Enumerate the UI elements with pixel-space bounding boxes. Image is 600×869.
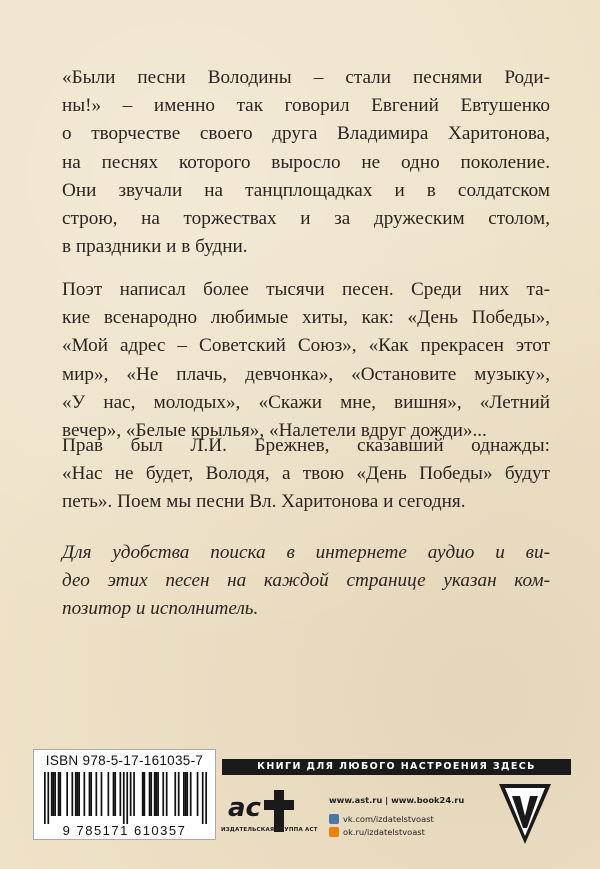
barcode-bar [144,772,146,816]
barcode-bar [77,772,79,816]
vk-link-text: vk.com/izdatelstvoast [343,814,434,824]
barcode-bar [142,772,144,816]
barcode-bar [154,772,156,816]
text-line: део этих песен на каждой странице указан ком- [62,570,550,592]
text-line: в праздники и в будни. [62,236,248,258]
barcode-bar [178,772,180,816]
barcode-bar [83,772,85,816]
text-line: петь». Поем мы песни Вл. Харитонова и сегодня. [62,491,466,513]
barcode-bar [47,772,49,824]
barcode-digits: 9 785171 610357 [62,823,187,838]
barcode-bar [156,772,158,816]
barcode-bar [101,772,103,816]
tagline-strip: КНИГИ ДЛЯ ЛЮБОГО НАСТРОЕНИЯ ЗДЕСЬ [222,759,571,775]
barcode-bar [150,772,152,816]
barcode-bar [183,772,185,816]
barcode-bar [197,772,199,816]
barcode-bar [58,772,60,816]
barcode-bar [78,772,80,816]
barcode-bar [90,772,92,816]
barcode-bar [107,772,109,816]
text-line: вечер», «Белые крылья», «Налетели вдруг дожди»... [62,420,487,442]
text-line: мир», «Не плачь, девчонка», «Остановите музыку», [62,363,550,385]
text-line: строю, на торжествах и за дружеским столом, [62,208,550,230]
ast-logo [222,782,312,842]
barcode-bars [44,772,207,824]
text-line: позитор и исполнитель. [62,598,259,620]
barcode-bar [71,772,73,816]
barcode-bar [149,772,151,816]
text-line: Они звучали на танцплощадках и в солдатском [62,179,550,201]
text-line: ны!» – именно так говорил Евгений Евтушенко [62,95,550,117]
vk-icon [329,814,339,824]
barcode-bar [202,772,204,824]
barcode-bar [205,772,207,824]
publisher-caption: ИЗДАТЕЛЬСКАЯ ГРУППА АСТ [221,827,318,833]
barcode-bar [133,772,135,816]
svg-text:ac: ac [228,793,261,823]
text-line: Прав был Л.И. Брежнев, сказавший однажды: [62,435,550,456]
text-line: «Были песни Володины – стали песнями Роди- [62,67,550,88]
barcode-bar [59,772,61,816]
barcode-bar [44,772,46,824]
text-line: «Нас не будет, Володя, а твою «День Победы» будут [62,463,550,485]
barcode-bar [114,772,116,816]
barcode-bar [119,772,121,816]
intro-paragraph [62,64,550,261]
barcode-bar [190,772,192,816]
barcode-bar [53,772,55,816]
text-line: Для удобства поиска в интернете аудио и ви- [62,542,550,563]
publisher-links [329,795,464,837]
text-line: на песнях которого выросло не одно поколение. [62,151,550,173]
ok-link[interactable] [329,827,464,837]
barcode-bar [166,772,168,816]
barcode-bar [75,772,77,816]
barcode-bar [89,772,91,816]
barcode-bar [157,772,159,816]
isbn-number: ISBN 978-5-17-161035-7 [45,753,204,768]
barcode-bar [54,772,56,816]
songs-paragraph [62,276,550,445]
website-links[interactable]: www.ast.ru | www.book24.ru [329,795,465,805]
quote-paragraph [62,432,550,517]
barcode-bar [130,772,132,816]
v-logo-icon [499,784,551,844]
text-line: «У нас, молодых», «Скажи мне, вишня», «Летний [62,391,550,413]
barcode-bar [126,772,128,824]
ok-link-text: ok.ru/izdatelstvoast [343,827,425,837]
text-line: «Мой адрес – Советский Союз», «Как прекрасен этот [62,335,550,357]
ok-icon [329,827,339,837]
vk-link[interactable] [329,814,464,824]
barcode-bar [113,772,115,816]
text-line: кие всенародно любимые хиты, как: «День Победы», [62,307,550,329]
barcode-bar [185,772,187,816]
barcode-bar [123,772,125,824]
barcode-bar [186,772,188,816]
isbn-barcode [33,749,216,840]
barcode-bar [66,772,68,816]
barcode-bar [162,772,164,816]
text-line: о творчестве своего друга Владимира Харитонова, [62,123,550,145]
barcode-bar [174,772,176,816]
barcode-bar [51,772,53,816]
text-line: Поэт написал более тысячи песен. Среди них та- [62,279,550,300]
barcode-bar [95,772,97,816]
search-note [62,539,550,624]
